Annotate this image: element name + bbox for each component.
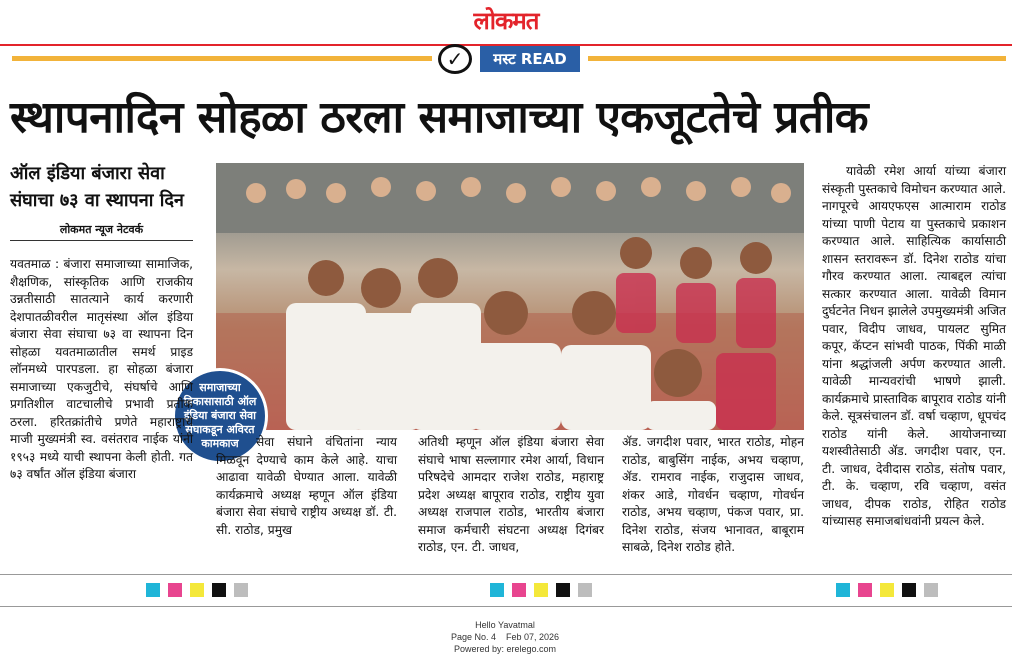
footer-page-date: Page No. 4 Feb 07, 2026 bbox=[450, 632, 560, 642]
check-icon: ✓ bbox=[438, 44, 472, 74]
footer-edition: Hello Yavatmal bbox=[475, 620, 535, 630]
black-swatch bbox=[212, 583, 226, 597]
callout-circle: समाजाच्या विकासासाठी ऑल इंडिया बंजारा सेवा संघाकडून अविरत कामकाज bbox=[172, 368, 268, 464]
yellow-swatch bbox=[534, 583, 548, 597]
grey-swatch bbox=[234, 583, 248, 597]
cyan-swatch bbox=[836, 583, 850, 597]
gold-rule-right bbox=[588, 56, 1006, 61]
article-column-1: यवतमाळ : बंजारा समाजाच्या सामाजिक, शैक्षणिक, सांस्कृतिक आणि राजकीय उन्नतीसाठी सातत्याने कार्य करणारी देशपातळीवरील मातृसंस्था ऑल इंडिया बंजारा सेवा संघाचा ७३ वा स्थापना दिन सोहळा यवतमाळातील समर्थ प्राइड लॉनमध्ये पारपडला. हा सोहळा बंजारा समाजाच्या एकजुटीचे, संघर्षाचे आणि प्रगतिशील वाटचालीचे प्रभावी प्रतीक ठरला. हरितक्रांतीचे प्रणेते महाराष्ट्राचे माजी मुख्यमंत्री स्व. वसंतराव नाईक यांनी १९५३ मध्ये याची स्थापना केली होती. गत ७३ वर्षांत ऑल इंडिया बंजारा bbox=[10, 257, 193, 481]
cyan-swatch bbox=[146, 583, 160, 597]
cyan-swatch bbox=[490, 583, 504, 597]
subheadline: ऑल इंडिया बंजारा सेवा संघाचा ७३ वा स्थापना दिन bbox=[10, 163, 184, 211]
magenta-swatch bbox=[858, 583, 872, 597]
grey-swatch bbox=[924, 583, 938, 597]
black-swatch bbox=[556, 583, 570, 597]
footer-powered-by: Powered by: erelego.com bbox=[453, 644, 557, 654]
grey-swatch bbox=[578, 583, 592, 597]
article-column-3: अतिथी म्हणून ऑल इंडिया बंजारा सेवा संघाचे भाषा सल्लागार रमेश आर्या, विधान परिषदेचे आमदार राजेश राठोड, महाराष्ट्र प्रदेश अध्यक्ष बापूराव राठोड, राष्ट्रीय युवा अध्यक्ष राजपाल राठोड, भारतीय बंजारा समाज कर्मचारी संघटना अध्यक्ष दिगंबर राठोड, एन. टी. जाधव, bbox=[418, 435, 604, 554]
black-swatch bbox=[902, 583, 916, 597]
must-read-badge: मस्ट READ bbox=[480, 46, 580, 72]
gold-rule-left bbox=[12, 56, 432, 61]
page-bottom-rule bbox=[0, 574, 1012, 575]
footer-rule bbox=[0, 606, 1012, 607]
yellow-swatch bbox=[190, 583, 204, 597]
lokmat-logo: लोकमत bbox=[473, 7, 539, 35]
byline-rule bbox=[10, 240, 193, 241]
magenta-swatch bbox=[168, 583, 182, 597]
byline: लोकमत न्यूज नेटवर्क bbox=[59, 223, 144, 236]
magenta-swatch bbox=[512, 583, 526, 597]
event-photo bbox=[216, 163, 804, 430]
headline: स्थापनादिन सोहळा ठरला समाजाच्या एकजूटतेचे प्रतीक bbox=[10, 92, 869, 143]
audience-illustration bbox=[216, 163, 804, 430]
article-column-5: यावेळी रमेश आर्या यांच्या बंजारा संस्कृती पुस्तकाचे विमोचन करण्यात आले. नागपूरचे आयएफएस आत्माराम राठोड यांच्या पाणी पेटाय या पुस्तकाचे प्रकाशन करण्यात आले. साहित्यिक कार्यासाठी शासन स्तरावरून डॉ. दिनेश राठोड यांचा गौरव करण्यात आला. त्याबद्दल त्यांचा सत्कार करण्यात आला. यावेळी विमान दुर्घटनेत निधन झालेले उपमुख्यमंत्री अजित पवार, विदीप जाधव, पायलट सुमित कपूर, कॅप्टन सांभवी पाठक, पिंकी माळी यांना श्रद्धांजली अर्पण करण्यात आली. यावेळी मान्यवरांची भाषणे झाली. कार्यक्रमाचे प्रास्ताविक बापूराव राठोड यांनी केले. सूत्रसंचालन डॉ. वर्षा चव्हाण, धूपचंद राठोड यांनी केले. आयोजनाच्या यशस्वीतेसाठी ॲड. जगदीश पवार, एन. टी. जाधव, देवीदास राठोड, संतोष पवार, टी. के. चव्हाण, रवि चव्हाण, वसंत जाधव, दीपक राठोड, रोहित राठोड यांच्यासह समाजबांधवांनी प्रयत्न केले. bbox=[822, 164, 1006, 528]
article-column-2: सेवा संघाने वंचितांना न्याय मिळवून देण्याचे काम केले आहे. याचा आढावा यावेळी घेण्यात आला. यावेळी कार्यक्रमाचे अध्यक्ष म्हणून ऑल इंडिया बंजारा सेवा संघाचे राष्ट्रीय अध्यक्ष डॉ. टी. सी. राठोड, प्रमुख bbox=[216, 435, 397, 537]
article-column-4: ॲड. जगदीश पवार, भारत राठोड, मोहन राठोड, बाबुसिंग नाईक, अभय चव्हाण, ॲड. रामराव नाईक, राजुदास जाधव, शंकर आडे, गोवर्धन चव्हाण, गोवर्धन राठोड, अभय चव्हाण, पंकज पवार, प्रा. दिनेश राठोड, संजय भानावत, बाबूराम साबळे, दिनेश राठोड होते. bbox=[622, 435, 804, 554]
yellow-swatch bbox=[880, 583, 894, 597]
